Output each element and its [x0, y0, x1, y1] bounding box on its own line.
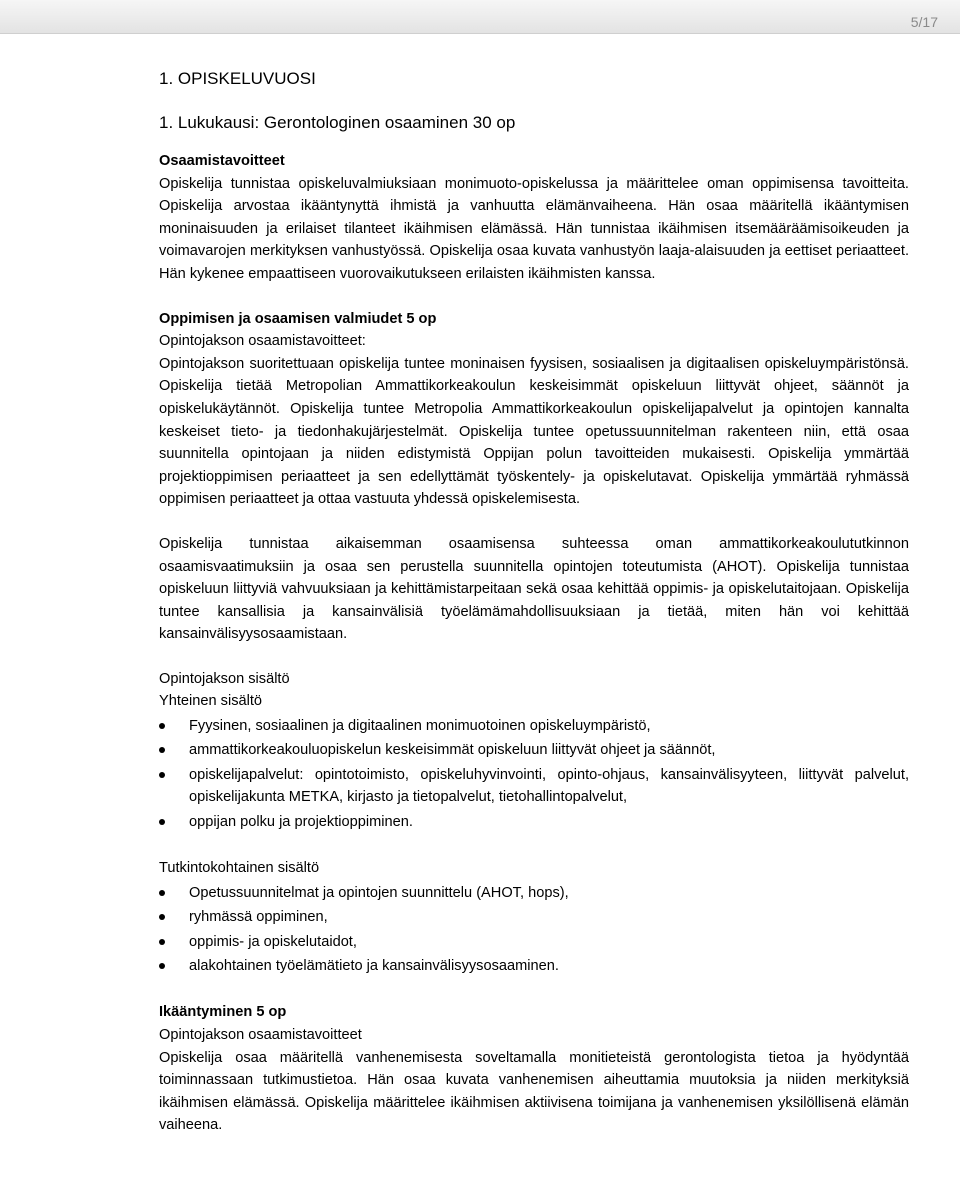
- list-item: alakohtainen työelämätieto ja kansainvälisyysosaaminen.: [159, 955, 909, 978]
- page-number: 5/17: [910, 14, 938, 30]
- bullet-icon: [159, 772, 165, 778]
- module1-content-label: Opintojakson sisältö: [159, 670, 290, 687]
- page-header-bar: [0, 0, 960, 34]
- module1-degree-label: Tutkintokohtainen sisältö: [159, 860, 320, 877]
- document-body: [159, 68, 909, 1137]
- module2-goals-label: Opintojakson osaamistavoitteet: [159, 1026, 362, 1043]
- common-content-list: [159, 715, 909, 833]
- heading-term: 1. Lukukausi: Gerontologinen osaaminen 30 op: [159, 113, 516, 132]
- list-item: opiskelijapalvelut: opintotoimisto, opiskeluhyvinvointi, opinto-ohjaus, kansainvälisyyteen, liittyvät palvelut, opiskelijakunta METKA, kirjasto ja tietopalvelut, tietohallintopalvelut,: [159, 764, 909, 809]
- list-item: Opetussuunnitelmat ja opintojen suunnittelu (AHOT, hops),: [159, 882, 909, 905]
- bullet-icon: [159, 939, 165, 945]
- module1-paragraph2: Opiskelija tunnistaa aikaisemman osaamisensa suhteessa oman ammattikorkeakoulututkinnon osaamisvaatimuksiin ja osaa sen perustella suunnitella opintojen toteutumista (AHOT). Opiskelija tunnistaa opiskeluun liittyviä vahvuuksiaan ja kehittämistarpeitaan sekä osaa kehittää oppimis- ja opiskelutaitojaan. Opiskelija tuntee kansallisia ja kansainvälisiä työelämämahdollisuuksiaan ja tietää, miten hän voi kehittää kansainvälisyysosaamistaan.: [159, 535, 909, 643]
- list-item: Fyysinen, sosiaalinen ja digitaalinen monimuotoinen opiskeluympäristö,: [159, 715, 909, 738]
- module2-title: Ikääntyminen 5 op: [159, 1004, 287, 1021]
- bullet-icon: [159, 963, 165, 969]
- bullet-icon: [159, 819, 165, 825]
- module2-paragraph: Opiskelija osaa määritellä vanhenemisesta soveltamalla monitieteistä gerontologista tietoa ja hyödyntää toiminnassaan tutkimustietoa. Hän osaa kuvata vanhenemisen aiheuttamia muutoksia ja niiden merkityksiä ikäihmisen elämässä. Opiskelija määrittelee ikäihmisen aktiivisena toimijana ja vanhenemisen yksilöllisenä elämän vaiheena.: [159, 1049, 909, 1134]
- bullet-icon: [159, 914, 165, 920]
- bullet-icon: [159, 890, 165, 896]
- module1-goals-label: Opintojakson osaamistavoitteet:: [159, 333, 366, 350]
- list-item: oppimis- ja opiskelutaidot,: [159, 931, 909, 954]
- list-item: ammattikorkeakouluopiskelun keskeisimmät opiskeluun liittyvät ohjeet ja säännöt,: [159, 739, 909, 762]
- degree-content-list: [159, 882, 909, 978]
- list-item: oppijan polku ja projektioppiminen.: [159, 811, 909, 834]
- goals-title: Osaamistavoitteet: [159, 153, 285, 169]
- module1-common-label: Yhteinen sisältö: [159, 693, 263, 710]
- bullet-icon: [159, 747, 165, 753]
- goals-text: Opiskelija tunnistaa opiskeluvalmiuksiaan monimuoto-opiskelussa ja määrittelee oman oppimisensa tavoitteita. Opiskelija arvostaa ikääntynyttä ihmistä ja vanhuutta elämänvaiheena. Hän osaa määritellä ikääntymisen moninaisuuden ja erilaiset tilanteet ikäihmisen elämässä. Hän tunnistaa ikäihmisen itsemääräämisoikeuden ja voimavarojen merkityksen vanhustyössä. Opiskelija osaa kuvata vanhustyön laaja-alaisuuden ja eettiset periaatteet. Hän kykenee empaattiseen vuorovaikutukseen erilaisten ikäihmisten kanssa.: [159, 175, 909, 282]
- list-item: ryhmässä oppiminen,: [159, 906, 909, 929]
- heading-year: 1. OPISKELUVUOSI: [159, 69, 316, 88]
- module1-title: Oppimisen ja osaamisen valmiudet 5 op: [159, 310, 437, 327]
- module1-paragraph1: Opintojakson suoritettuaan opiskelija tuntee moninaisen fyysisen, sosiaalisen ja digitaalisen opiskeluympäristönsä. Opiskelija tietää Metropolian Ammattikorkeakoulun keskeisimmät opiskeluun liittyvät ohjeet, säännöt ja opiskelukäytännöt. Opiskelija tuntee Metropolia Ammattikorkeakoulun opiskelijapalvelut ja opintojen kannalta keskeiset tieto- ja tiedonhakujärjestelmät. Opiskelija tuntee opetussuunnitelman rakenteen niin, että osaa suunnitella opintojaan ja niiden edistymistä Oppijan polun tavoitteiden mukaisesti. Opiskelija ymmärtää projektioppimisen periaatteet ja sen edellyttämät työskentely- ja opiskelutavat. Opiskelija ymmärtää ryhmässä oppimisen periaatteet ja ottaa vastuuta yhdessä opiskelemisesta.: [159, 355, 909, 508]
- bullet-icon: [159, 723, 165, 729]
